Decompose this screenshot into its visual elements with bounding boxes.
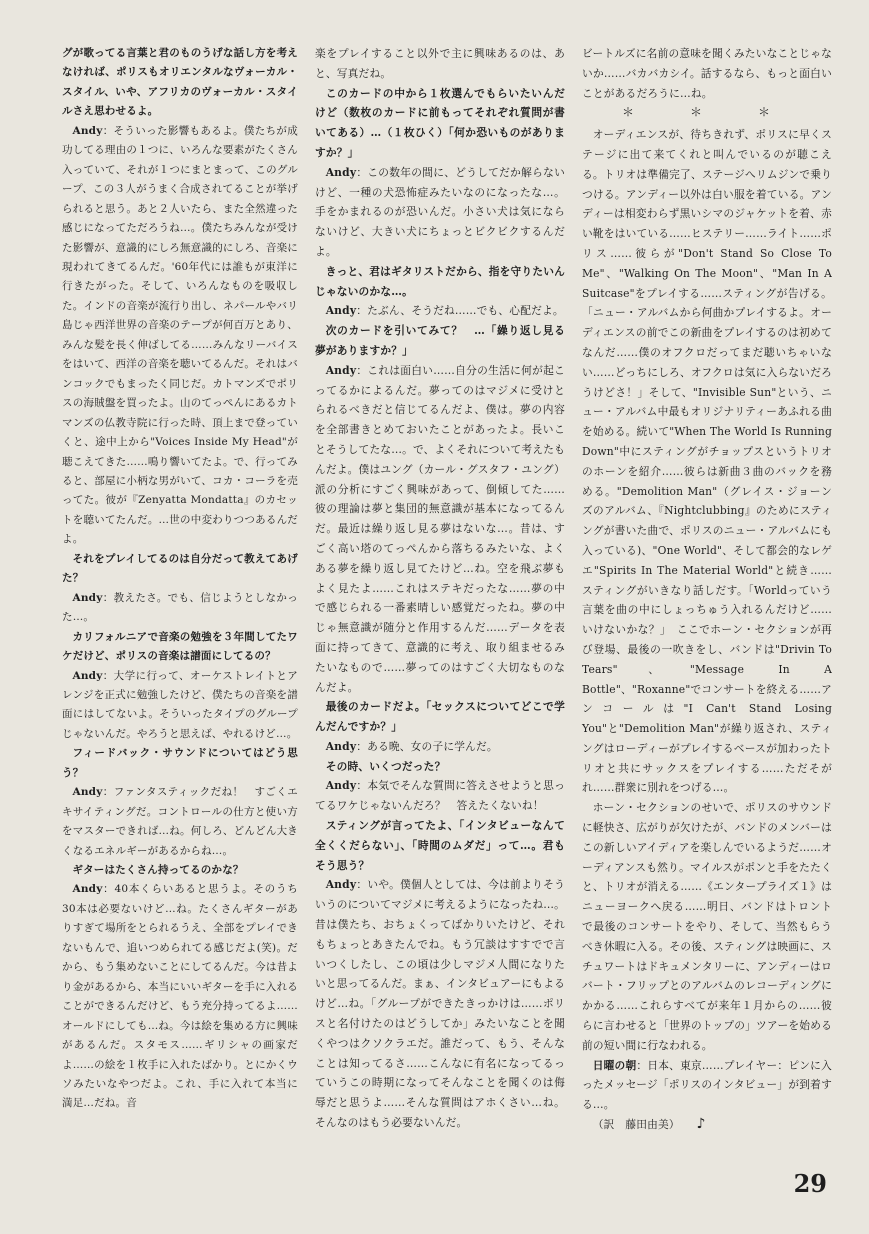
interview-question — [315, 84, 565, 163]
paragraph-text: ：大学に行って、オーケストレイトとアレンジを正式に勉強したけど、僕たちの音楽を譜面にはしてないよ。そういったタイプのグループじゃないんだ。やろうと思えば、やれるけど…。 — [62, 669, 298, 740]
paragraph-text: 楽をプレイすること以外で主に興味あるのは、あと、写真だね。 — [315, 47, 565, 80]
speaker-name: 日曜の朝 — [592, 1058, 637, 1072]
interview-question — [62, 44, 298, 122]
article-paragraph — [582, 798, 832, 1055]
article-column-1 — [62, 44, 298, 1114]
paragraph-text: スティングが言ってたよ、「インタビューなんて全くくだらない」、「時間のムダだ」って…。君もそう思う？ — [315, 819, 565, 872]
paragraph-text: このカードの中から１枚選んでもらいたいんだけど（数枚のカードに前もってそれぞれ質問が書いてある）…（１枚ひく）「何か恐いものがありますか？」 — [315, 86, 565, 159]
article-paragraph — [62, 667, 298, 745]
article-paragraph — [582, 125, 832, 798]
paragraph-text: ：ファンタスティックだね！ すごくエキサイティングだ。コントロールの仕方と使い方をマスターできれば…ね。何しろ、どんどん大きくなるエネルギーがあるからね…。 — [62, 786, 298, 857]
paragraph-text: ホーン・セクションのせいで、ポリスのサウンドに軽快さ、広がりが欠けたが、バンドのメンバーはこの新しいアイディアを楽しんでいるようだ……オーディアンスも然り。マイルスがポンと手をたたくと、トリオが消える……《エンタープライズ１》はニューヨークへ戻る……明日、バンドはトロントで最後のコンサートをやり、そして、当然もらうべき休暇に入る。その後、スティングは映画に、スチュワートはドキュメンタリーに、アンディーはロバート・フリップとのアルバムのレコーディングにかかる……これらすべてが来年１月からの……彼らに言わせると「世界のトップの」ツアーを始める前の短い間に行なわれる。 — [582, 801, 832, 1052]
paragraph-text: ：教えたさ。でも、信じようとしなかった…。 — [62, 591, 298, 624]
paragraph-text: ビートルズに名前の意味を聞くみたいなことじゃないか……バカバカシイ。話するなら、もっと面白いことがあるだろうに…ね。 — [582, 47, 832, 100]
speaker-name: Andy — [325, 878, 357, 892]
paragraph-text: ギターはたくさん持ってるのかな？ — [72, 864, 244, 877]
magazine-logo-icon: ♪ — [696, 1116, 706, 1133]
paragraph-text: カリフォルニアで音楽の勉強を３年間してたワケだけど、ポリスの音楽は譜面にしてるの？ — [62, 630, 298, 663]
translator-credit-text: （訳 藤田由美） — [592, 1118, 680, 1132]
interview-question — [62, 550, 298, 589]
section-separator: ＊ ＊ ＊ — [621, 105, 792, 120]
paragraph-text: それをプレイしてるのは自分だって教えてあげた？ — [62, 552, 298, 585]
article-paragraph — [315, 737, 565, 757]
page-number: 29 — [793, 1169, 827, 1198]
paragraph-text: きっと、君はギタリストだから、指を守りたいんじゃないのかな…。 — [315, 264, 565, 298]
speaker-name: Andy — [325, 165, 357, 179]
interview-question — [62, 744, 298, 783]
article-paragraph — [315, 361, 565, 698]
speaker-name: Andy — [72, 124, 103, 137]
speaker-name: Andy — [72, 786, 103, 799]
article-paragraph — [62, 122, 298, 550]
article-column-2 — [315, 44, 565, 1133]
speaker-name: Andy — [325, 363, 357, 377]
speaker-name: Andy — [325, 304, 357, 318]
article-paragraph — [582, 44, 832, 103]
paragraph-text: ：そういった影響もあるよ。僕たちが成功してる理由の１つに、いろんな要素がたくさん入っていて、それが１つにまとまって、このグループ、この３人がうまく合成されてることが挙げられると思う。あと２人いたら、また全然違った感じになってただろうね…。僕たちみんなが受けた影響が、意識的にしろ無意識的にしろ、音楽に現われてきてるんだ。'60年代には誰もが東洋に行きたがった。そして、いろんなものを吸収した。インドの音楽が流行り出し、ネパールやバリ島じゃ西洋世界の音楽のテープが何百万とあり、みんな髪を長く伸ばしてる……みんなリーバイスをはいて、西洋の音楽を聴いてるんだ。それはバンコックでもまったく同じだ。カトマンズでポリスの海賊盤を買ったよ。山のてっぺんにあるカトマンズの仏教寺院に行った時、頂上まで登っていくと、途中上から"Voices Inside My Head"が聴こえてきた……鳴り響いてたよ。で、行ってみると、部屋に小柄な男がいて、コカ・コーラを売ってた。彼が『Zenyatta Mondatta』のカセットを聴いてたんだ。…世の中変わりつつあるんだよ。 — [62, 124, 298, 546]
interview-question — [62, 628, 298, 667]
speaker-name: Andy — [72, 591, 103, 604]
article-paragraph — [315, 875, 565, 1132]
interview-question — [62, 861, 298, 880]
article-paragraph — [315, 301, 565, 321]
article-paragraph — [315, 44, 565, 84]
paragraph-text: ：40本くらいあると思うよ。そのうち30本は必要ないけど…ね。たくさんギターがありすぎて場所をとられるうえ、全部をプレイできないもんで、追いつめられてる感じだよ(笑)。だから、もう集めないことにしてるんだ。今は昔より金があるから、本当にいいギターを手に入れることができるんだけど、もう充分持ってるよ……オールドにしても…ね。今は絵を集める方に興味があるんだ。スタモス……ギリシャの画家だよ……の絵を１枚手に入れたばかり。とにかくウソみたいなやつだよ。これ、手に入れて本当に満足…だね。音 — [62, 883, 298, 1110]
interview-question — [315, 321, 565, 361]
speaker-name: Andy — [72, 883, 103, 896]
article-paragraph — [62, 589, 298, 628]
speaker-name: Andy — [325, 739, 357, 753]
speaker-name: Andy — [325, 779, 357, 793]
paragraph-text: その時、いくつだった？ — [325, 759, 446, 773]
speaker-name: Andy — [72, 669, 103, 682]
interview-question — [315, 262, 565, 302]
paragraph-text: ：たぶん、そうだね……でも、心配だよ。 — [356, 304, 564, 318]
paragraph-text: 最後のカードだよ。「セックスについてどこで学んだんですか？」 — [315, 700, 565, 734]
paragraph-text: ：これは面白い……自分の生活に何が起こってるかによるんだ。夢ってのはマジメに受けとられるべきだと信じてるんだよ、僕は。夢の内容を全部書きとめておいたことがあったよ。長いことそうしてたな…。で、よくそれについて考えたもんだよ。僕はユング（カール・グスタフ・ユング）派の分析にすごく興味があって、倒傾してた……彼の理論は夢と集団的無意識が基本になってるんだ。最近は繰り返し見る夢はないな…。昔は、すごく高い塔のてっぺんから落ちるみたいな、よくある夢を繰り返し見てたけど…ね。空を飛ぶ夢もよく見たよ……これはステキだったな……夢の中で感じられる一番素晴しい感覚だったね。夢の中じゃ無意識が随分と作用するんだ……データを表面に持ってきて、意識的に考え、取り組ませるみたいなもので……夢ってのはすごく大切なものなんだよ。 — [315, 363, 565, 694]
paragraph-text: ：ある晩、女の子に学んだ。 — [356, 739, 498, 753]
paragraph-text: オーディエンスが、待ちきれず、ポリスに早くステージに出て来てくれと叫んでいるのが聴こえる。トリオは準備完了、ステージへリムジンで乗りつける。アンディー以外は白い服を着ている。アンディーは相変わらず黒いシマのジャケットを着、赤い靴をはいている……ヒステリー……ライト……ポリス……彼らが"Don't Stand So Close To Me"、"Walking On The Moon"、"Man In A Suitcase"をプレイする……スティングが告げる。「ニュー・アルバムから何曲かプレイするよ。オーディエンスの前でこの新曲をプレイするのは初めてなんだ……僕のオフクロだってまだ聴いちゃいない……どっちにしろ、オフクロは気に入らないだろうけどさ！」そして、"Invisible Sun"という、ニュー・アルバム中最もオリジナリティーあふれる曲を始める。続いて"When The World Is Running Down"中にスティングがチョップスというトリオのホーンを紹介……彼らは新曲３曲のバックを務める。"Demolition Man"（グレイス・ジョーンズのアルバム、『Nightclubbing』のためにスティングが書いた曲で、ポリスのニュー・アルバムにも入っている)、"One World"、そして都会的なレゲエ"Spirits In The Material World"と続き……スティングがいきなり話しだす。「Worldっていう言葉を曲の中にしょっちゅう入れるんだけど……いけないかな？」 ここでホーン・セクションが再び登場、最後の一吹きをし、バンドは"Drivin To Tears"、"Message In A Bottle"、"Roxanne"でコンサートを終える……アンコールは"I Can't Stand Losing You"と"Demolition Man"が繰り返され、スティングはローディーがプレイするベースが加わったトリオと共にサックスをプレイする……ただそがれ……群衆に別れをつげる…。 — [582, 128, 832, 795]
article-paragraph — [315, 776, 565, 816]
paragraph-text: ：日本、東京……プレイヤー：ピンに入ったメッセージ「ポリスのインタビュー」が到着する…。 — [582, 1058, 832, 1112]
article-column-3 — [582, 44, 832, 1135]
paragraph-text: ：本気でそんな質問に答えさせようと思ってるワケじゃないんだろ？ 答えたくないね！ — [315, 779, 565, 813]
article-paragraph — [315, 163, 565, 262]
paragraph-text: 次のカードを引いてみて？ …「繰り返し見る夢がありますか？」 — [315, 324, 565, 357]
article-paragraph — [62, 880, 298, 1113]
interview-question — [315, 816, 565, 875]
translator-credit — [582, 1115, 832, 1135]
paragraph-text: グが歌ってる言葉と君のものうげな話し方を考えなければ、ポリスもオリエンタルなヴォーカル・スタイル、いや、アフリカのヴォーカル・スタイルさえ思わせるよ。 — [62, 47, 298, 118]
article-paragraph — [582, 1056, 832, 1115]
paragraph-text: ：いや。僕個人としては、今は前よりそういうのについてマジメに考えるようになったね…。昔は僕たち、おちょくってばかりいたけど、それもちょっとあきたんでね。もう冗談はすすでで言いつくしたし、この頃は少しマジメ人間になりたいと思ってるんだ。まぁ、インタビュアーにもよるけど…ね。「グループができたきっかけは……ポリスと名付けたのはどうしてか」みたいなことを聞くやつはクソクラエだ。誰だって、もう、そんなことは知ってるさ……こんなに有名になってるっていうこの時期になってそんなことを聞くのは侮辱だと思うよ……そんな質問はアホくさい…ね。そんなのはもう必要ないんだ。 — [315, 878, 565, 1130]
article-paragraph — [62, 783, 298, 861]
interview-question — [315, 697, 565, 737]
paragraph-text: ：この数年の間に、どうしてだか解らないけど、一種の犬恐怖症みたいなのになったな…。手をかまれるのが恐いんだ。小さい犬は気にならないけど、大きい犬にちょっとビクビクするんだよ。 — [315, 165, 565, 258]
interview-question — [315, 757, 565, 777]
paragraph-text: フィードバック・サウンドについてはどう思う？ — [62, 747, 298, 779]
